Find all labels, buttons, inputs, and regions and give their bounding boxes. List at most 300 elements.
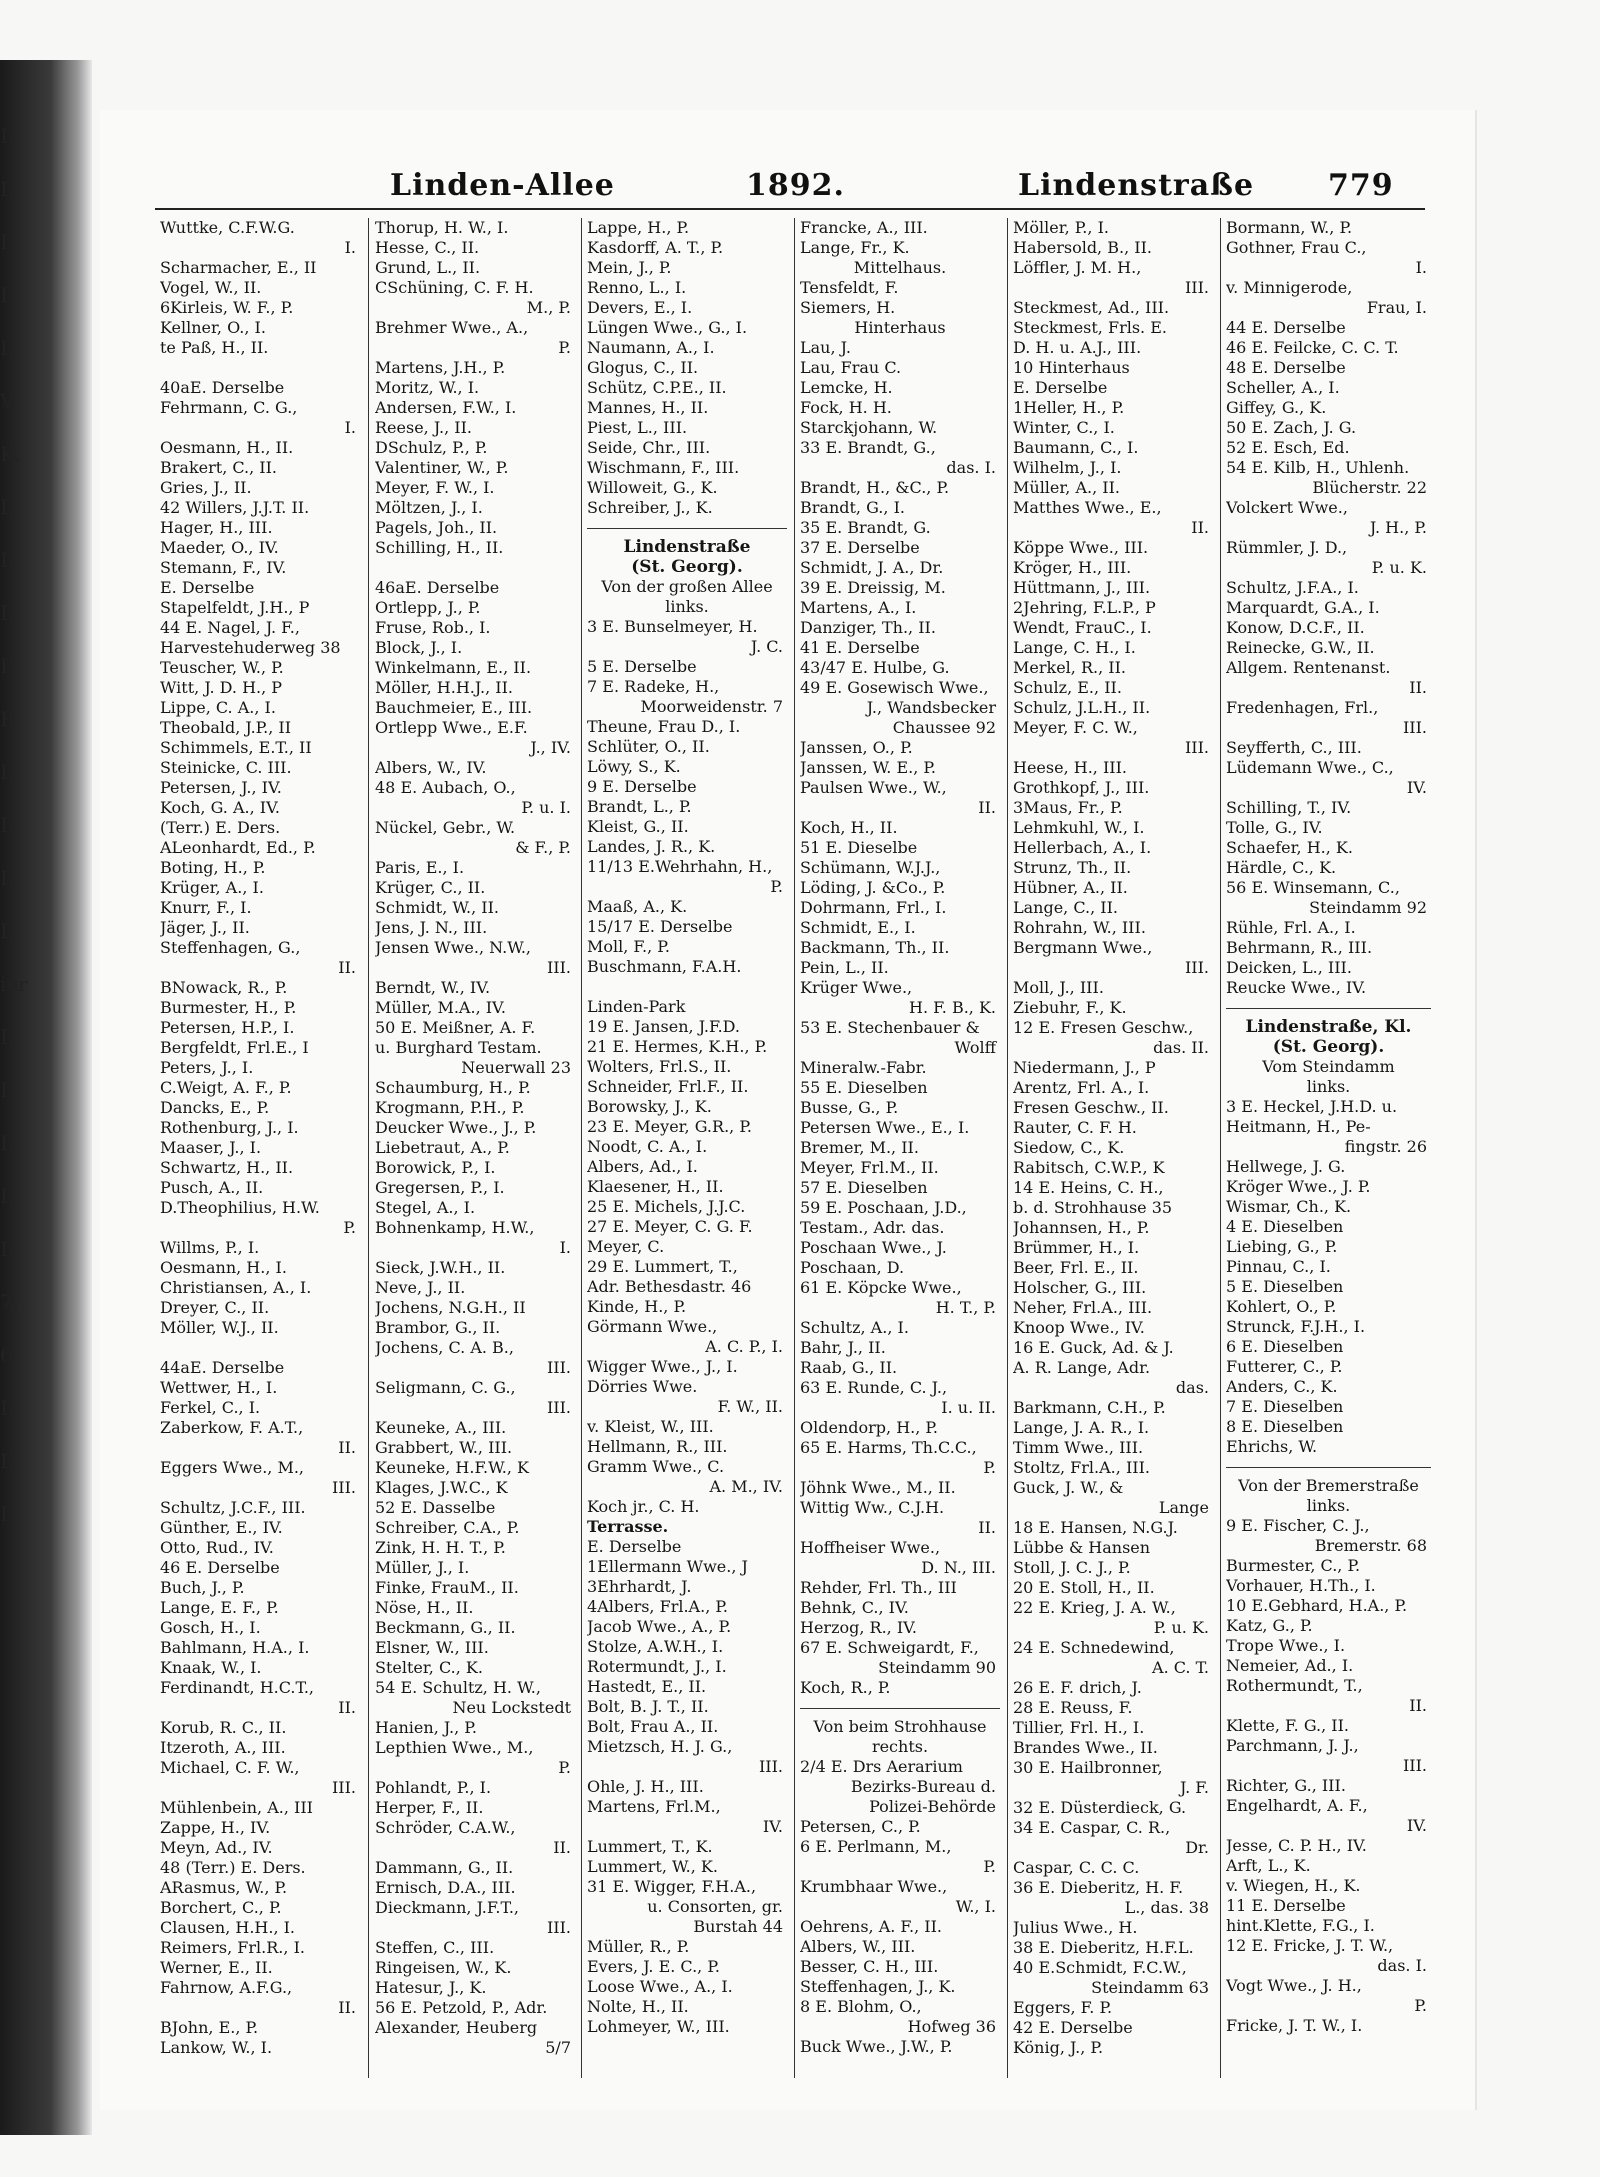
facing-page-edge-fragments bbox=[0, 110, 28, 2090]
directory-entry-continuation: IV. bbox=[762, 1817, 783, 1836]
section-note: Von der Bremerstraße bbox=[1238, 1476, 1419, 1495]
directory-entry: Fehrmann, C. G., bbox=[160, 398, 298, 417]
directory-entry: Koch, G. A., IV. bbox=[160, 798, 280, 817]
directory-entry: Poschaan Wwe., J. bbox=[800, 1238, 947, 1257]
directory-entry: 41 E. Derselbe bbox=[800, 638, 920, 657]
directory-entry: Deucker Wwe., J., P. bbox=[375, 1118, 537, 1137]
directory-entry: Volckert Wwe., bbox=[1226, 498, 1348, 517]
directory-entry: te Paß, H., II. bbox=[160, 338, 269, 357]
directory-entry: 48 (Terr.) E. Ders. bbox=[160, 1858, 306, 1877]
directory-entry: Bormann, W., P. bbox=[1226, 218, 1353, 237]
facing-page-fragment: ier bbox=[0, 972, 28, 996]
directory-entry: 27 E. Meyer, C. G. F. bbox=[587, 1217, 753, 1236]
directory-entry-continuation: P. u. K. bbox=[1153, 1618, 1209, 1637]
directory-entry: 38 E. Dieberitz, H.F.L. bbox=[1013, 1938, 1194, 1957]
directory-entry: Holscher, G., III. bbox=[1013, 1278, 1147, 1297]
facing-page-fragment: I. bbox=[0, 1502, 15, 1526]
directory-entry: Maeder, O., IV. bbox=[160, 538, 279, 557]
directory-entry: 57 E. Dieselben bbox=[800, 1178, 928, 1197]
directory-entry: Petersen, J., IV. bbox=[160, 778, 282, 797]
facing-page-fragment: P. bbox=[0, 707, 16, 731]
facing-page-fragment: I. bbox=[0, 1184, 15, 1208]
directory-entry: Eggers, F. P. bbox=[1013, 1998, 1113, 2017]
directory-entry: Ehrichs, W. bbox=[1226, 1437, 1318, 1456]
directory-entry: Rümmler, J. D., bbox=[1226, 538, 1348, 557]
directory-entry: D.Theophilius, H.W. bbox=[160, 1198, 320, 1217]
directory-entry: Keuneke, A., III. bbox=[375, 1418, 507, 1437]
directory-entry: 16 E. Guck, Ad. & J. bbox=[1013, 1338, 1174, 1357]
directory-entry: Schilling, H., II. bbox=[375, 538, 504, 557]
directory-entry: 55 E. Dieselben bbox=[800, 1078, 928, 1097]
directory-entry-continuation: II. bbox=[978, 1518, 996, 1537]
directory-entry: Clausen, H.H., I. bbox=[160, 1918, 296, 1937]
directory-entry: b. d. Strohhause 35 bbox=[1013, 1198, 1173, 1217]
directory-entry: Brandt, H., &C., P. bbox=[800, 478, 950, 497]
section-note: Von beim Strohhause bbox=[813, 1717, 987, 1736]
directory-entry: Ringeisen, W., K. bbox=[375, 1958, 512, 1977]
directory-entry-continuation: III. bbox=[758, 1757, 783, 1776]
column-divider bbox=[1220, 218, 1221, 2078]
directory-entry-continuation: II. bbox=[338, 1698, 356, 1717]
directory-entry: Kellner, O., I. bbox=[160, 318, 266, 337]
directory-entry: Krüger Wwe., bbox=[800, 978, 913, 997]
directory-entry: Willoweit, G., K. bbox=[587, 478, 718, 497]
directory-entry: Eggers Wwe., M., bbox=[160, 1458, 304, 1477]
directory-entry: 9 E. Fischer, C. J., bbox=[1226, 1516, 1370, 1535]
directory-entry: Stoll, J. C. J., P. bbox=[1013, 1558, 1131, 1577]
directory-entry: 40 E.Schmidt, F.C.W., bbox=[1013, 1958, 1187, 1977]
directory-entry: Görmann Wwe., bbox=[587, 1317, 718, 1336]
directory-entry: Steckmest, Ad., III. bbox=[1013, 298, 1170, 317]
directory-entry: 46 E. Derselbe bbox=[160, 1558, 280, 1577]
street-heading: Lindenstraße bbox=[623, 537, 751, 557]
directory-entry: Buschmann, F.A.H. bbox=[587, 957, 742, 976]
directory-entry: Rauter, C. F. H. bbox=[1013, 1118, 1137, 1137]
facing-page-fragment: I. bbox=[0, 760, 15, 784]
directory-entry: Hellmann, R., III. bbox=[587, 1437, 728, 1456]
directory-entry: 23 E. Meyer, G.R., P. bbox=[587, 1117, 752, 1136]
directory-entry: Glogus, C., II. bbox=[587, 358, 699, 377]
directory-entry: Rotermundt, J., I. bbox=[587, 1657, 727, 1676]
directory-entry: Schultz, A., I. bbox=[800, 1318, 909, 1337]
directory-entry-continuation: I. u. II. bbox=[941, 1398, 996, 1417]
directory-entry: Engelhardt, A. F., bbox=[1226, 1796, 1368, 1815]
directory-entry: Janssen, O., P. bbox=[800, 738, 913, 757]
directory-entry: Steffen, C., III. bbox=[375, 1938, 495, 1957]
directory-entry: Müller, R., P. bbox=[587, 1937, 690, 1956]
directory-entry-continuation: Dr. bbox=[1185, 1838, 1209, 1857]
directory-entry: 37 E. Derselbe bbox=[800, 538, 920, 557]
directory-entry: Lange, C. H., I. bbox=[1013, 638, 1136, 657]
directory-entry: Mietzsch, H. J. G., bbox=[587, 1737, 733, 1756]
directory-entry: Borowick, P., I. bbox=[375, 1158, 496, 1177]
directory-entry: Reese, J., II. bbox=[375, 418, 472, 437]
directory-entry: 61 E. Köpcke Wwe., bbox=[800, 1278, 962, 1297]
directory-entry: Moll, J., III. bbox=[1013, 978, 1104, 997]
directory-entry: Stelter, C., K. bbox=[375, 1658, 483, 1677]
facing-page-fragment: I. bbox=[0, 177, 15, 201]
directory-entry-continuation: Burstah 44 bbox=[693, 1917, 783, 1936]
facing-page-fragment: I. bbox=[0, 1131, 15, 1155]
directory-entry: Evers, J. E. C., P. bbox=[587, 1957, 720, 1976]
directory-entry: Fahrnow, A.F.G., bbox=[160, 1978, 293, 1997]
directory-entry: Klaesener, H., II. bbox=[587, 1177, 724, 1196]
directory-entry-continuation: III. bbox=[1402, 1756, 1427, 1775]
directory-entry: Alexander, Heuberg bbox=[375, 2018, 538, 2037]
directory-entry: 44 E. Nagel, J. F., bbox=[160, 618, 300, 637]
directory-entry: Tolle, G., IV. bbox=[1226, 818, 1323, 837]
directory-entry: Oesmann, H., I. bbox=[160, 1258, 287, 1277]
directory-entry: 29 E. Lummert, T., bbox=[587, 1257, 738, 1276]
directory-entry: Mühlenbein, A., III bbox=[160, 1798, 313, 1817]
directory-entry-continuation: I. bbox=[344, 418, 356, 437]
directory-page bbox=[100, 110, 1475, 2110]
directory-entry: Moritz, W., I. bbox=[375, 378, 480, 397]
directory-entry: 48 E. Derselbe bbox=[1226, 358, 1346, 377]
directory-entry: 30 E. Hailbronner, bbox=[1013, 1758, 1163, 1777]
directory-entry: Naumann, A., I. bbox=[587, 338, 715, 357]
directory-entry: Thorup, H. W., I. bbox=[375, 218, 509, 237]
directory-entry: Grothkopf, J., III. bbox=[1013, 778, 1150, 797]
directory-entry: Burmester, H., P. bbox=[160, 998, 297, 1017]
directory-entry: Lange, J. A. R., I. bbox=[1013, 1418, 1150, 1437]
directory-entry: Loose Wwe., A., I. bbox=[587, 1977, 733, 1996]
facing-page-fragment: I. bbox=[0, 866, 15, 890]
directory-entry-continuation: J. H., P. bbox=[1369, 518, 1427, 537]
facing-page-fragment: 7. bbox=[0, 1290, 20, 1314]
directory-entry: Albers, Ad., I. bbox=[587, 1157, 698, 1176]
directory-entry: Brandt, G., I. bbox=[800, 498, 905, 517]
section-rule bbox=[800, 1698, 1000, 1709]
section-rule bbox=[1226, 1457, 1431, 1468]
directory-entry: Pohlandt, P., I. bbox=[375, 1778, 492, 1797]
directory-entry: Rothermundt, T., bbox=[1226, 1676, 1363, 1695]
directory-entry-continuation: III. bbox=[546, 1358, 571, 1377]
directory-entry-continuation: II. bbox=[553, 1838, 571, 1857]
directory-entry: 28 E. Reuss, F. bbox=[1013, 1698, 1133, 1717]
directory-entry: Dörries Wwe. bbox=[587, 1377, 698, 1396]
directory-entry: BJohn, E., P. bbox=[160, 2018, 259, 2037]
directory-entry: Paris, E., I. bbox=[375, 858, 465, 877]
directory-entry: Gosch, H., I. bbox=[160, 1618, 261, 1637]
directory-entry-continuation: das. bbox=[1175, 1378, 1209, 1397]
directory-entry: Seide, Chr., III. bbox=[587, 438, 711, 457]
directory-entry: Wendt, FrauC., I. bbox=[1013, 618, 1152, 637]
directory-entry: Rohrahn, W., III. bbox=[1013, 918, 1146, 937]
directory-entry: Krogmann, P.H., P. bbox=[375, 1098, 525, 1117]
directory-entry: 8 E. Blohm, O., bbox=[800, 1997, 922, 2016]
directory-entry: Allgem. Rentenanst. bbox=[1226, 658, 1391, 677]
directory-entry: Elsner, W., III. bbox=[375, 1638, 489, 1657]
directory-entry-continuation: das. I. bbox=[946, 458, 996, 477]
directory-entry: König, J., P. bbox=[1013, 2038, 1104, 2057]
directory-entry: 42 E. Derselbe bbox=[1013, 2018, 1133, 2037]
directory-entry: Wittig Ww., C.J.H. bbox=[800, 1498, 945, 1517]
directory-entry-continuation: P. bbox=[770, 877, 783, 896]
directory-entry: Borowsky, J., K. bbox=[587, 1097, 712, 1116]
directory-entry: 48 E. Aubach, O., bbox=[375, 778, 516, 797]
directory-entry: Petersen Wwe., E., I. bbox=[800, 1118, 970, 1137]
directory-entry-continuation: M., P. bbox=[526, 298, 571, 317]
directory-entry: Strunck, F.J.H., I. bbox=[1226, 1317, 1366, 1336]
directory-entry: Löffler, J. M. H., bbox=[1013, 258, 1142, 277]
directory-entry: Möller, W.J., II. bbox=[160, 1318, 279, 1337]
directory-entry: Härdle, C., K. bbox=[1226, 858, 1337, 877]
directory-entry: u. Burghard Testam. bbox=[375, 1038, 542, 1057]
directory-entry-continuation: Blücherstr. 22 bbox=[1312, 478, 1427, 497]
directory-entry: Schümann, W.J.J., bbox=[800, 858, 941, 877]
directory-entry: Boting, H., P. bbox=[160, 858, 266, 877]
street-heading: (St. Georg). bbox=[1272, 1037, 1385, 1057]
building-label: Terrasse. bbox=[587, 1517, 669, 1536]
directory-entry: Ferdinandt, H.C.T., bbox=[160, 1678, 314, 1697]
directory-entry: CSchüning, C. F. H. bbox=[375, 278, 534, 297]
directory-entry: 6 E. Perlmann, M., bbox=[800, 1837, 952, 1856]
directory-entry: Stegel, A., I. bbox=[375, 1198, 476, 1217]
directory-entry: 12 E. Fresen Geschw., bbox=[1013, 1018, 1194, 1037]
directory-entry: D. H. u. A.J., III. bbox=[1013, 338, 1142, 357]
facing-page-fragment: 6 bbox=[0, 1343, 13, 1367]
directory-entry: Jochens, C. A. B., bbox=[375, 1338, 514, 1357]
directory-entry: Schimmels, E.T., II bbox=[160, 738, 312, 757]
directory-entry-continuation: A. M., IV. bbox=[709, 1477, 783, 1496]
directory-entry: Stoltz, Frl.A., III. bbox=[1013, 1458, 1150, 1477]
directory-entry: Caspar, C. C. C. bbox=[1013, 1858, 1140, 1877]
directory-entry: Schaumburg, H., P. bbox=[375, 1078, 531, 1097]
directory-entry bbox=[375, 558, 575, 578]
directory-entry: 14 E. Heins, C. H., bbox=[1013, 1178, 1164, 1197]
directory-entry: 35 E. Brandt, G. bbox=[800, 518, 931, 537]
directory-entry-continuation: L., das. 38 bbox=[1124, 1898, 1209, 1917]
directory-entry: Meyer, F. C. W., bbox=[1013, 718, 1138, 737]
directory-entry: Niedermann, J., P bbox=[1013, 1058, 1156, 1077]
directory-entry: Mineralw.-Fabr. bbox=[800, 1058, 927, 1077]
directory-entry: Steinicke, C. III. bbox=[160, 758, 292, 777]
directory-entry-continuation: III. bbox=[546, 1398, 571, 1417]
directory-entry-continuation: Moorweidenstr. 7 bbox=[640, 697, 783, 716]
directory-column-6 bbox=[1226, 218, 1431, 2088]
directory-entry: Gothner, Frau C., bbox=[1226, 238, 1367, 257]
directory-entry: Rehder, Frl. Th., III bbox=[800, 1578, 957, 1597]
facing-page-fragment: I. bbox=[0, 124, 15, 148]
directory-entry: 54 E. Kilb, H., Uhlenh. bbox=[1226, 458, 1410, 477]
directory-entry: 32 E. Düsterdieck, G. bbox=[1013, 1798, 1187, 1817]
directory-entry-continuation: Polizei-Behörde bbox=[869, 1797, 996, 1816]
directory-entry: DSchulz, P., P. bbox=[375, 438, 488, 457]
directory-entry: Borchert, C., P. bbox=[160, 1898, 282, 1917]
directory-entry: 50 E. Zach, J. G. bbox=[1226, 418, 1357, 437]
directory-entry-continuation: P. u. I. bbox=[521, 798, 571, 817]
directory-entry-continuation: u. Consorten, gr. bbox=[647, 1897, 783, 1916]
directory-entry: Steffenhagen, G., bbox=[160, 938, 301, 957]
directory-entry: Zappe, H., IV. bbox=[160, 1818, 271, 1837]
directory-entry: Wuttke, C.F.W.G. bbox=[160, 218, 295, 237]
directory-entry: BNowack, R., P. bbox=[160, 978, 288, 997]
directory-entry: Oldendorp, H., P. bbox=[800, 1418, 939, 1437]
directory-entry: Lau, Frau C. bbox=[800, 358, 902, 377]
directory-entry: Schaefer, H., K. bbox=[1226, 838, 1353, 857]
directory-entry: Oehrens, A. F., II. bbox=[800, 1917, 943, 1936]
section-note: Mittelhaus. bbox=[853, 258, 947, 277]
directory-entry-continuation: Neuerwall 23 bbox=[461, 1058, 571, 1077]
directory-entry: Schilling, T., IV. bbox=[1226, 798, 1352, 817]
directory-entry: Fruse, Rob., I. bbox=[375, 618, 491, 637]
directory-entry: 42 Willers, J.J.T. II. bbox=[160, 498, 310, 517]
directory-entry: Grabbert, W., III. bbox=[375, 1438, 513, 1457]
running-head-right-street: Lindenstraße bbox=[1018, 168, 1255, 203]
directory-entry: Schultz, J.F.A., I. bbox=[1226, 578, 1359, 597]
directory-entry: Martens, A., I. bbox=[800, 598, 917, 617]
directory-entry: 59 E. Poschaan, J.D., bbox=[800, 1198, 967, 1217]
directory-entry: Klette, F. G., II. bbox=[1226, 1716, 1350, 1735]
header-rule bbox=[155, 208, 1425, 210]
directory-entry: 8 E. Dieselben bbox=[1226, 1417, 1344, 1436]
directory-entry: 46 E. Feilcke, C. C. T. bbox=[1226, 338, 1399, 357]
directory-entry: Wischmann, F., III. bbox=[587, 458, 740, 477]
directory-entry: Matthes Wwe., E., bbox=[1013, 498, 1162, 517]
directory-entry-continuation: fingstr. 26 bbox=[1344, 1137, 1427, 1156]
directory-entry: Ziebuhr, F., K. bbox=[1013, 998, 1127, 1017]
directory-entry: Schwartz, H., II. bbox=[160, 1158, 294, 1177]
directory-entry: Knaak, W., I. bbox=[160, 1658, 262, 1677]
directory-entry: Nückel, Gebr., W. bbox=[375, 818, 516, 837]
directory-entry: Steckmest, Frls. E. bbox=[1013, 318, 1167, 337]
directory-entry: Neher, Frl.A., III. bbox=[1013, 1298, 1153, 1317]
directory-entry: 34 E. Caspar, C. R., bbox=[1013, 1818, 1171, 1837]
directory-entry: Müller, M.A., IV. bbox=[375, 998, 506, 1017]
directory-entry: Martens, J.H., P. bbox=[375, 358, 506, 377]
directory-entry: Rothenburg, J., I. bbox=[160, 1118, 299, 1137]
directory-entry-continuation: II. bbox=[338, 1438, 356, 1457]
facing-page-fragment: K. bbox=[0, 442, 22, 466]
directory-entry: 44aE. Derselbe bbox=[160, 1358, 285, 1377]
facing-page-fragment: II bbox=[0, 1449, 16, 1473]
directory-entry: Michael, C. F. W., bbox=[160, 1758, 300, 1777]
directory-entry: v. Kleist, W., III. bbox=[587, 1417, 714, 1436]
directory-entry: Pusch, A., II. bbox=[160, 1178, 264, 1197]
directory-entry: Jesse, C. P. H., IV. bbox=[1226, 1836, 1367, 1855]
section-note: links. bbox=[1306, 1077, 1351, 1096]
directory-entry: Heese, H., III. bbox=[1013, 758, 1127, 777]
directory-entry: Bolt, Frau A., II. bbox=[587, 1717, 719, 1736]
directory-entry: Besser, C. H., III. bbox=[800, 1957, 939, 1976]
directory-entry-continuation: P. u. K. bbox=[1371, 558, 1427, 577]
directory-entry: 43/47 E. Hulbe, G. bbox=[800, 658, 950, 677]
directory-entry: 31 E. Wigger, F.H.A., bbox=[587, 1877, 757, 1896]
directory-entry: 22 E. Krieg, J. A. W., bbox=[1013, 1598, 1176, 1617]
directory-entry: Brakert, C., II. bbox=[160, 458, 278, 477]
directory-entry: Nolte, H., II. bbox=[587, 1997, 689, 2016]
directory-entry bbox=[587, 977, 787, 997]
directory-entry-continuation: Wolff bbox=[954, 1038, 996, 1057]
directory-entry: Günther, E., IV. bbox=[160, 1518, 283, 1537]
directory-entry-continuation: H. F. B., K. bbox=[909, 998, 996, 1017]
directory-entry: Maaser, J., I. bbox=[160, 1138, 262, 1157]
directory-entry-continuation: III. bbox=[331, 1478, 356, 1497]
directory-entry: Meyer, Frl.M., II. bbox=[800, 1158, 939, 1177]
directory-entry: 40aE. Derselbe bbox=[160, 378, 285, 397]
section-note: rechts. bbox=[871, 1737, 929, 1756]
directory-entry: Buch, J., P. bbox=[160, 1578, 245, 1597]
directory-entry: Meyn, Ad., IV. bbox=[160, 1838, 273, 1857]
directory-entry: Lippe, C. A., I. bbox=[160, 698, 276, 717]
directory-entry: Itzeroth, A., III. bbox=[160, 1738, 286, 1757]
directory-entry-continuation: II. bbox=[1191, 518, 1209, 537]
directory-entry: Maaß, A., K. bbox=[587, 897, 688, 916]
column-divider bbox=[581, 218, 582, 2078]
directory-entry: 56 E. Petzold, P., Adr. bbox=[375, 1998, 548, 2017]
directory-entry: Koch, R., P. bbox=[800, 1678, 891, 1697]
directory-entry: Ernisch, D.A., III. bbox=[375, 1878, 516, 1897]
directory-entry: ARasmus, W., P. bbox=[160, 1878, 288, 1897]
directory-entry: Brambor, G., II. bbox=[375, 1318, 501, 1337]
running-head-left-street: Linden-Allee bbox=[390, 168, 615, 203]
directory-entry: 36 E. Dieberitz, H. F. bbox=[1013, 1878, 1184, 1897]
directory-entry: Sieck, J.W.H., II. bbox=[375, 1258, 506, 1277]
directory-entry: 52 E. Dasselbe bbox=[375, 1498, 496, 1517]
facing-page-fragment: V bbox=[0, 389, 15, 413]
directory-entry: Reimers, Frl.R., I. bbox=[160, 1938, 305, 1957]
directory-entry: Kröger Wwe., J. P. bbox=[1226, 1177, 1371, 1196]
directory-entry-continuation: II. bbox=[1409, 1696, 1427, 1715]
directory-entry-continuation: P. bbox=[558, 1758, 571, 1777]
directory-entry: Wismar, Ch., K. bbox=[1226, 1197, 1352, 1216]
directory-entry: 4 E. Dieselben bbox=[1226, 1217, 1344, 1236]
directory-entry: Seyfferth, C., III. bbox=[1226, 738, 1362, 757]
directory-entry: Scharmacher, E., II bbox=[160, 258, 317, 277]
directory-entry: Jacob Wwe., A., P. bbox=[587, 1617, 732, 1636]
directory-entry: Jens, J. N., III. bbox=[375, 918, 488, 937]
directory-entry: Grund, L., II. bbox=[375, 258, 481, 277]
directory-entry: Schulz, E., II. bbox=[1013, 678, 1122, 697]
directory-entry: Starckjohann, W. bbox=[800, 418, 938, 437]
facing-page-fragment: I. bbox=[0, 336, 15, 360]
directory-entry: 6Kirleis, W. F., P. bbox=[160, 298, 294, 317]
directory-entry: Scheller, A., I. bbox=[1226, 378, 1340, 397]
directory-entry: Klages, J.W.C., K bbox=[375, 1478, 508, 1497]
directory-entry-continuation: das. II. bbox=[1153, 1038, 1209, 1057]
directory-entry: Bremer, M., II. bbox=[800, 1138, 919, 1157]
directory-entry-continuation: & F., P. bbox=[515, 838, 571, 857]
directory-entry: Nöse, H., II. bbox=[375, 1598, 474, 1617]
directory-entry: Lehmkuhl, W., I. bbox=[1013, 818, 1145, 837]
directory-entry: Dammann, G., II. bbox=[375, 1858, 514, 1877]
directory-entry: 52 E. Esch, Ed. bbox=[1226, 438, 1350, 457]
directory-entry: Strunz, Th., II. bbox=[1013, 858, 1132, 877]
directory-entry: Albers, W., III. bbox=[800, 1937, 916, 1956]
directory-entry: Winkelmann, E., II. bbox=[375, 658, 532, 677]
directory-entry: Julius Wwe., H. bbox=[1013, 1918, 1138, 1937]
directory-entry: 51 E. Dieselbe bbox=[800, 838, 918, 857]
directory-entry: Burmester, C., P. bbox=[1226, 1556, 1361, 1575]
directory-entry: Kröger, H., III. bbox=[1013, 558, 1132, 577]
directory-entry: Liebetraut, A., P. bbox=[375, 1138, 510, 1157]
directory-entry: v. Minnigerode, bbox=[1226, 278, 1353, 297]
directory-entry: Noodt, C. A., I. bbox=[587, 1137, 708, 1156]
directory-entry: Möller, H.H.J., II. bbox=[375, 678, 514, 697]
directory-entry: 1Ellermann Wwe., J bbox=[587, 1557, 748, 1576]
directory-entry-continuation: III. bbox=[1184, 738, 1209, 757]
directory-entry: Beer, Frl. E., II. bbox=[1013, 1258, 1139, 1277]
directory-entry: Kinde, H., P. bbox=[587, 1297, 687, 1316]
directory-entry: Bolt, B. J. T., II. bbox=[587, 1697, 709, 1716]
section-note: Von der großen Allee bbox=[601, 577, 773, 596]
directory-entry: Bahr, J., II. bbox=[800, 1338, 886, 1357]
directory-entry-continuation: III. bbox=[331, 1778, 356, 1797]
directory-entry: 39 E. Dreissig, M. bbox=[800, 578, 946, 597]
directory-entry: 21 E. Hermes, K.H., P. bbox=[587, 1037, 768, 1056]
directory-entry: 1Heller, H., P. bbox=[1013, 398, 1125, 417]
